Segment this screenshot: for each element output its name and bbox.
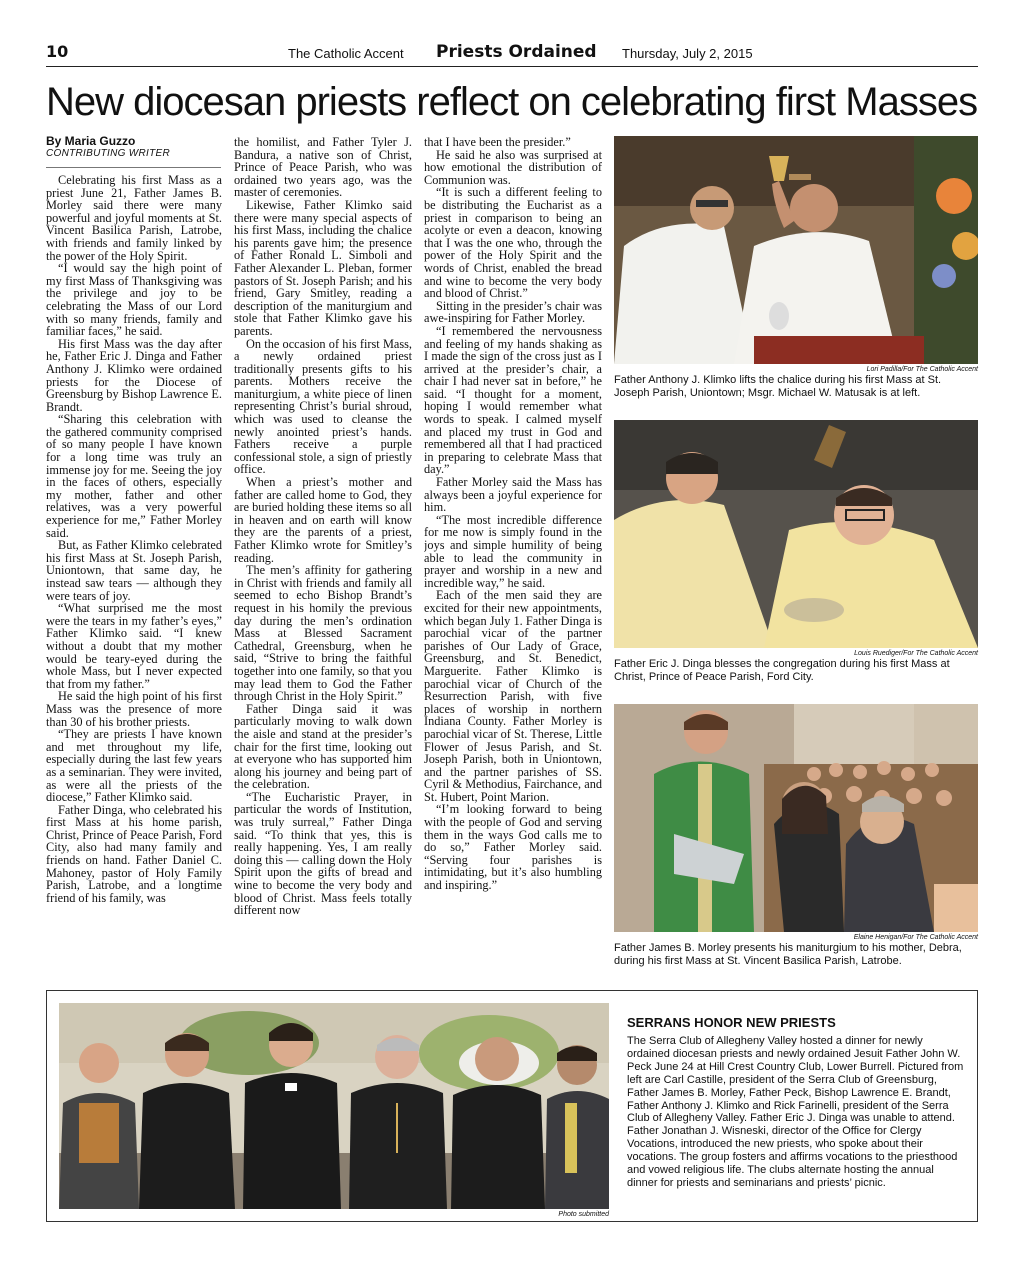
headline: New diocesan priests reflect on celebrating first Masses (46, 80, 978, 124)
byline (46, 134, 221, 168)
photo-credit: Louis Ruediger/For The Catholic Accent (854, 650, 978, 657)
paragraph: “It is such a different feeling to be distributing the Eucharist as a priest in comparison to being an acolyte or even a deacon, knowing that I was the one who, through the power of the Holy Spirit and the words of Christ, enabled the bread and wine to become the very body and blood of Christ.” (424, 185, 602, 301)
article-column-2 (234, 136, 412, 974)
sidebar-title: SERRANS HONOR NEW PRIESTS (627, 1015, 836, 1030)
paragraph: the homilist, and Father Tyler J. Bandura, a native son of Christ, Prince of Peace Parish, who was ordained two years ago, was the master of ceremonies. (234, 136, 412, 200)
page-header (46, 42, 978, 67)
group-photo (59, 1003, 609, 1209)
paragraph: “I remembered the nervousness and feeling of my hands shaking as I made the sign of the cross just as I arrived at the presider’s chair, a chair I had never sat in before,” he said. “I thought for a moment, hoping I would remember what words to speak. I calmed myself and placed my trust in God and remembered all that I had practiced in preparing to celebrate Mass that day.” (424, 323, 602, 477)
article-column-1 (46, 174, 222, 974)
group-photo-image (59, 1003, 609, 1209)
photo-caption: Father Anthony J. Klimko lifts the chalice during his first Mass at St. Joseph Parish, Uniontown; Msgr. Michael W. Matusak is at left. (614, 374, 942, 399)
paragraph: that I have been the presider.” (424, 136, 571, 149)
photo-maniturgium (614, 704, 978, 932)
paragraph: Father Morley said the Mass has always been a joyful experience for him. (424, 475, 602, 515)
photo-caption: Father Eric J. Dinga blesses the congregation during his first Mass at Christ, Prince of Peace Parish, Ford City. (614, 658, 950, 683)
paragraph: “The Eucharistic Prayer, in particular the words of Institution, was truly surreal,” Father Dinga said. “To think that yes, this is really happening. Yes, I am really doing this — calling down the Holy Spirit upon the gifts of bread and wine to become the very body and blood of Christ. Mass feels totally different now (234, 789, 412, 918)
photo-chalice (614, 136, 978, 364)
paragraph: “They are priests I have known and met throughout my life, especially during the last few years as a seminarian. They were invited, as were all the priests of the diocese,” Father Klimko said. (46, 727, 222, 805)
paragraph: The men’s affinity for gathering in Christ with friends and family all seemed to echo Bishop Brandt’s request in his homily the previous day during the men’s ordination Mass at Blessed Sacrament Cathedral, Greensburg, when he said, “Strive to bring the faithful together into one family, so that you may lead them to God the Father through Christ in the Holy Spirit.” (234, 563, 412, 704)
paragraph: He said he also was surprised at how emotional the distribution of Communion was. (424, 147, 602, 187)
photo-caption: Father James B. Morley presents his maniturgium to his mother, Debra, during his first Mass at St. Vincent Basilica Parish, Latrobe. (614, 942, 962, 967)
section-title: Priests Ordained (436, 42, 597, 62)
issue-date: Thursday, July 2, 2015 (622, 46, 753, 61)
paragraph: Celebrating his first Mass as a priest June 21, Father James B. Morley said there were many powerful and joyful moments at St. Vincent Basilica Parish, Latrobe, with friends and family linked by the power of the Holy Spirit. (46, 174, 222, 263)
paragraph: Each of the men said they are excited for their new appointments, which began July 1. Father Dinga is parochial vicar of the partner parishes of Our Lady of Grace, Greensburg, and St. Benedict, Marguerite. Father Klimko is parochial vicar of Church of the Resurrection Parish, with five places of worship in northern Indiana County. Father Morley is parochial vicar of St. Therese, Little Flower of Jesus Parish, and St. Joseph Parish, both in Uniontown, and the partner parishes of SS. Cyril & Methodius, Fairchance, and St. Hubert, Point Marion. (424, 588, 602, 804)
paragraph: He said the high point of his first Mass was the presence of more than 30 of his brother priests. (46, 689, 222, 729)
article-column-3 (424, 136, 602, 974)
paragraph: “Sharing this celebration with the gathered community comprised of so many people I have known for a long time was truly an immense joy for me. Seeing the joy in the faces of others, especially my mother, father and other relatives, was a very powerful experience for me,” Father Morley said. (46, 412, 222, 540)
paragraph: When a priest’s mother and father are called home to God, they are buried holding these items so all in heaven and on earth will know they are the parents of a priest, Father Klimko wrote for Smitley’s reading. (234, 475, 412, 565)
paragraph: “The most incredible difference for me now is simply found in the joys and simple humility of being able to lead the community in prayer and worship in a new and incredible way,” he said. (424, 512, 602, 590)
paragraph: “What surprised me the most were the tears in my father’s eyes,” Father Klimko said. “I knew without a doubt that my mother would be teary-eyed during the whole Mass, but I never expected that from my father.” (46, 601, 222, 691)
paragraph: Likewise, Father Klimko said there were many special aspects of his first Mass, including the chalice his parents gave him; the presence of Father Ronald L. Simboli and Father Alexander L. Pleban, former pastors of St. Joseph Parish; and his friend, Gary Smitley, reading a description of the maniturgium and stole that Father Klimko gave his parents. (234, 197, 412, 338)
photo-maniturgium-image (614, 704, 978, 932)
byline-role: CONTRIBUTING WRITER (46, 148, 171, 159)
paragraph: Father Dinga said it was particularly moving to walk down the aisle and stand at the presider’s chair for the first time, looking out at everyone who has supported him along his journey and being part of the celebration. (234, 701, 412, 792)
paragraph: But, as Father Klimko celebrated his first Mass at St. Joseph Parish, Uniontown, that same day, he instead saw tears — although they were tears of joy. (46, 538, 222, 603)
photo-blessing (614, 420, 978, 648)
sidebar-box (46, 990, 978, 1222)
sidebar-body: The Serra Club of Allegheny Valley hosted a dinner for newly ordained diocesan priests and newly ordained Jesuit Father John W. Peck June 24 at Hill Crest Country Club, Lower Burrell. Pictured from left are Carl Castille, president of the Serra Club of Greensburg, Father James B. Morley, Father Peck, Bishop Lawrence E. Brandt, Father Anthony J. Klimko and Rick Farinelli, president of the Serra Club of Allegheny Valley. Father Eric J. Dinga was unable to attend. Father Jonathan J. Wisneski, director of the Office for Clergy Vocations, introduced the new priests, who spoke about their vocations. The group fosters and affirms vocations to the priesthood and vowed religious life. The clubs alternate hosting the annual dinner for priests and seminarians and priests’ picnic. (627, 1035, 964, 1189)
photo-credit: Elaine Henigan/For The Catholic Accent (853, 934, 978, 941)
publication-name: The Catholic Accent (288, 46, 404, 61)
paragraph: “I would say the high point of my first Mass of Thanksgiving was the privilege and joy to be celebrating the Mass of our Lord with so many friends, family and familiar faces,” he said. (46, 261, 222, 339)
byline-name: By Maria Guzzo (46, 134, 136, 148)
paragraph: On the occasion of his first Mass, a newly ordained priest traditionally presents gifts to his parents. Mothers receive the maniturgium, a white piece of linen representing Christ’s burial shroud, which was used to cleanse the newly anointed priest’s hands. Fathers receive a purple confessional stole, a sign of priestly office. (234, 336, 412, 477)
paragraph: Father Dinga, who celebrated his first Mass at his home parish, Christ, Prince of Peace Parish, Ford City, also had many family and friends on hand. Father Daniel C. Mahoney, pastor of Holy Family Parish, Latrobe, and a longtime friend of his family, was (46, 802, 222, 905)
paragraph: Sitting in the presider’s chair was awe-inspiring for Father Morley. (424, 298, 602, 326)
photo-credit: Photo submitted (558, 1211, 609, 1218)
paragraph: His first Mass was the day after he, Father Eric J. Dinga and Father Anthony J. Klimko were ordained priests for the Diocese of Greensburg by Bishop Lawrence E. Brandt. (46, 336, 222, 414)
photo-chalice-image (614, 136, 978, 364)
photo-credit: Lori Padilla/For The Catholic Accent (866, 366, 978, 373)
page-number: 10 (46, 42, 69, 61)
photo-blessing-image (614, 420, 978, 648)
paragraph: “I’m looking forward to being with the people of God and serving them in the ways God calls me to do so,” Father Morley said. “Serving four parishes is intimidating, but it’s also humbling and inspiring.” (424, 802, 602, 893)
